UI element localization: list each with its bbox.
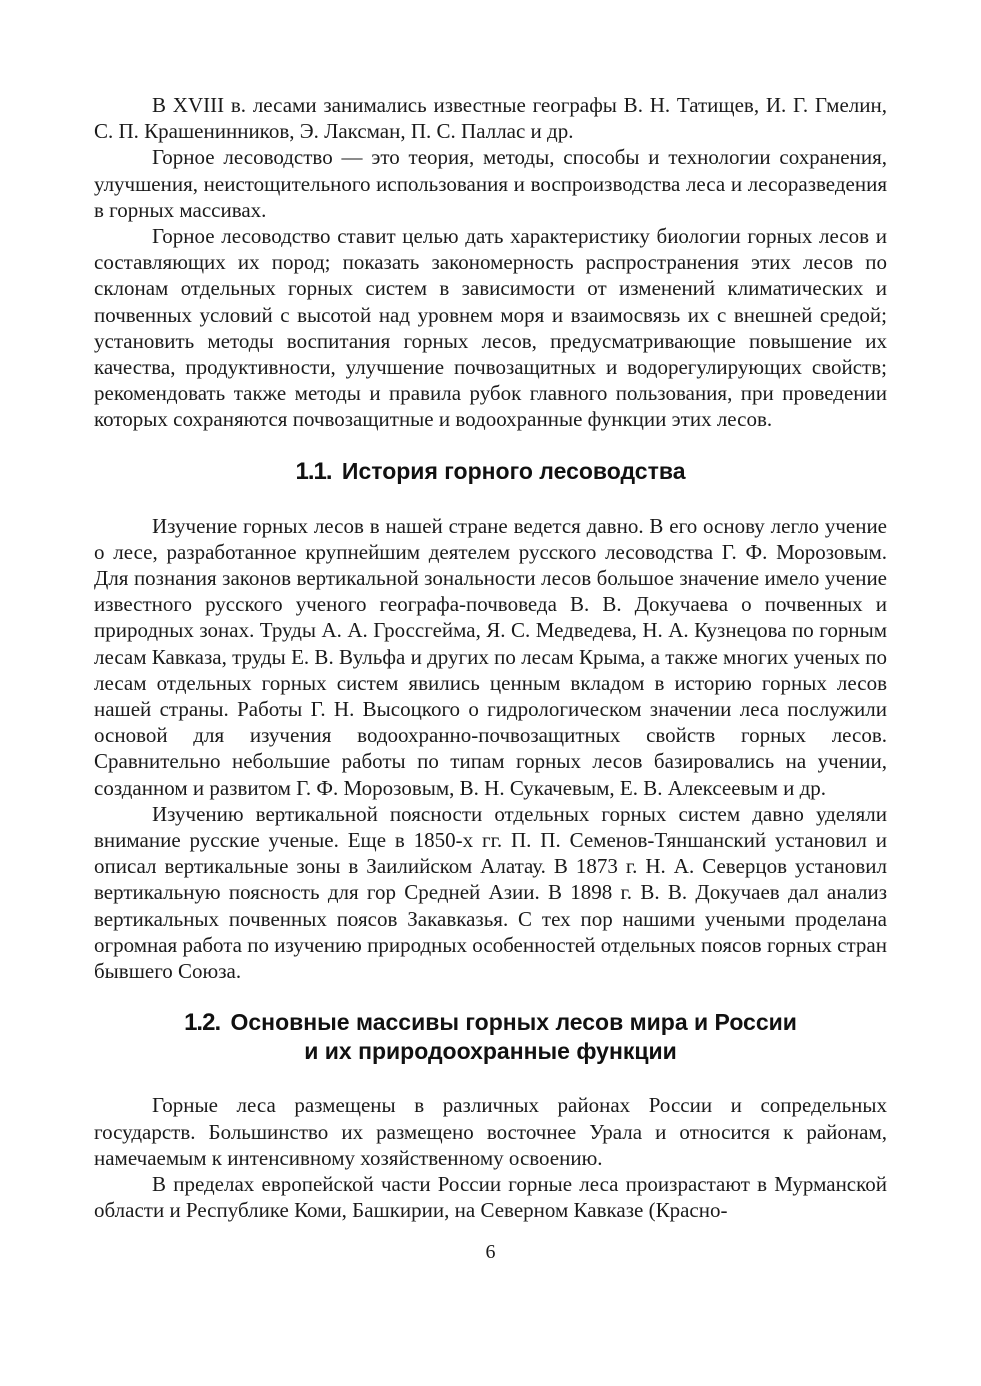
section-2-title-line2: и их природоохранные функции: [304, 1038, 677, 1065]
section-2-number: 1.2.: [184, 1009, 221, 1037]
section-2-heading: [94, 1008, 887, 1066]
section-1-paragraph: Изучению вертикальной поясности отдельных горных систем давно уделяли внимание русские ученые. Еще в 1850-х гг. П. П. Семенов-Тяншанский установил и описал вертикальные зоны в Заилийском Алатау. В 1873 г. Н. А. Северцов установил вертикальную поясность для гор Средней Азии. В 1898 г. В. В. Докучаев дал анализ вертикальных почвенных поясов Закавказья. С тех пор нашими учеными проделана огромная работа по изучению природных особенностей отдельных поясов горных стран бывшего Союза.: [94, 801, 887, 984]
section-1-number: 1.1.: [295, 457, 332, 485]
intro-paragraph: Горное лесоводство — это теория, методы, способы и технологии сохранения, улучшения, неистощительного использования и воспроизводства леса и лесоразведения в горных массивах.: [94, 145, 887, 222]
page-number: 6: [485, 1241, 496, 1263]
section-2-paragraph: В пределах европейской части России горные леса произрастают в Мурманской области и Республике Коми, Башкирии, на Северном Кавказе (Красно-: [94, 1171, 887, 1223]
intro-paragraph: В XVIII в. лесами занимались известные географы В. Н. Татищев, И. Г. Гмелин, С. П. Крашенинников, Э. Лаксман, П. С. Паллас и др.: [94, 93, 887, 144]
section-2-title-line1: Основные массивы горных лесов мира и России: [230, 1009, 797, 1036]
page-body: [94, 92, 887, 1223]
section-1-paragraph: Изучение горных лесов в нашей стране ведется давно. В его основу легло учение о лесе, разработанное крупнейшим деятелем русского лесоводства Г. Ф. Морозовым. Для познания законов вертикальной зональности лесов большое значение имело учение известного русского ученого географа-почвоведа В. В. Докучаева о почвенных и природных зонах. Труды А. А. Гроссгейма, Я. С. Медведева, Н. А. Кузнецова по горным лесам Кавказа, труды Е. В. Вульфа и других по лесам Крыма, а также многих ученых по лесам отдельных горных систем явились ценным вкладом в историю горных лесов нашей страны. Работы Г. Н. Высоцкого о гидрологическом значении леса послужили основой для изучения водоохранно-почвозащитных свойств горных лесов. Сравнительно небольшие работы по типам горных лесов базировались на учении, созданном и развитом Г. Ф. Морозовым, В. Н. Сукачевым, Е. В. Алексеевым и др.: [94, 513, 887, 800]
section-1-heading: [94, 457, 887, 486]
section-1-title: История горного лесоводства: [341, 457, 686, 484]
section-2-paragraph: Горные леса размещены в различных районах России и сопредельных государств. Большинство их размещено восточнее Урала и относится к районам, намечаемым к интенсивному хозяйственному освоению.: [94, 1093, 887, 1170]
intro-paragraph: Горное лесоводство ставит целью дать характеристику биологии горных лесов и составляющих их пород; показать закономерность распространения этих лесов по склонам отдельных горных систем в зависимости от изменений климатических и почвенных условий с высотой над уровнем моря и взаимосвязь их с внешней средой; установить методы воспитания горных лесов, предусматривающие повышение их качества, продуктивности, улучшение почвозащитных и водорегулирующих свойств; рекомендовать также методы и правила рубок главного пользования, при проведении которых сохраняются почвозащитные и водоохранные функции этих лесов.: [94, 224, 887, 432]
